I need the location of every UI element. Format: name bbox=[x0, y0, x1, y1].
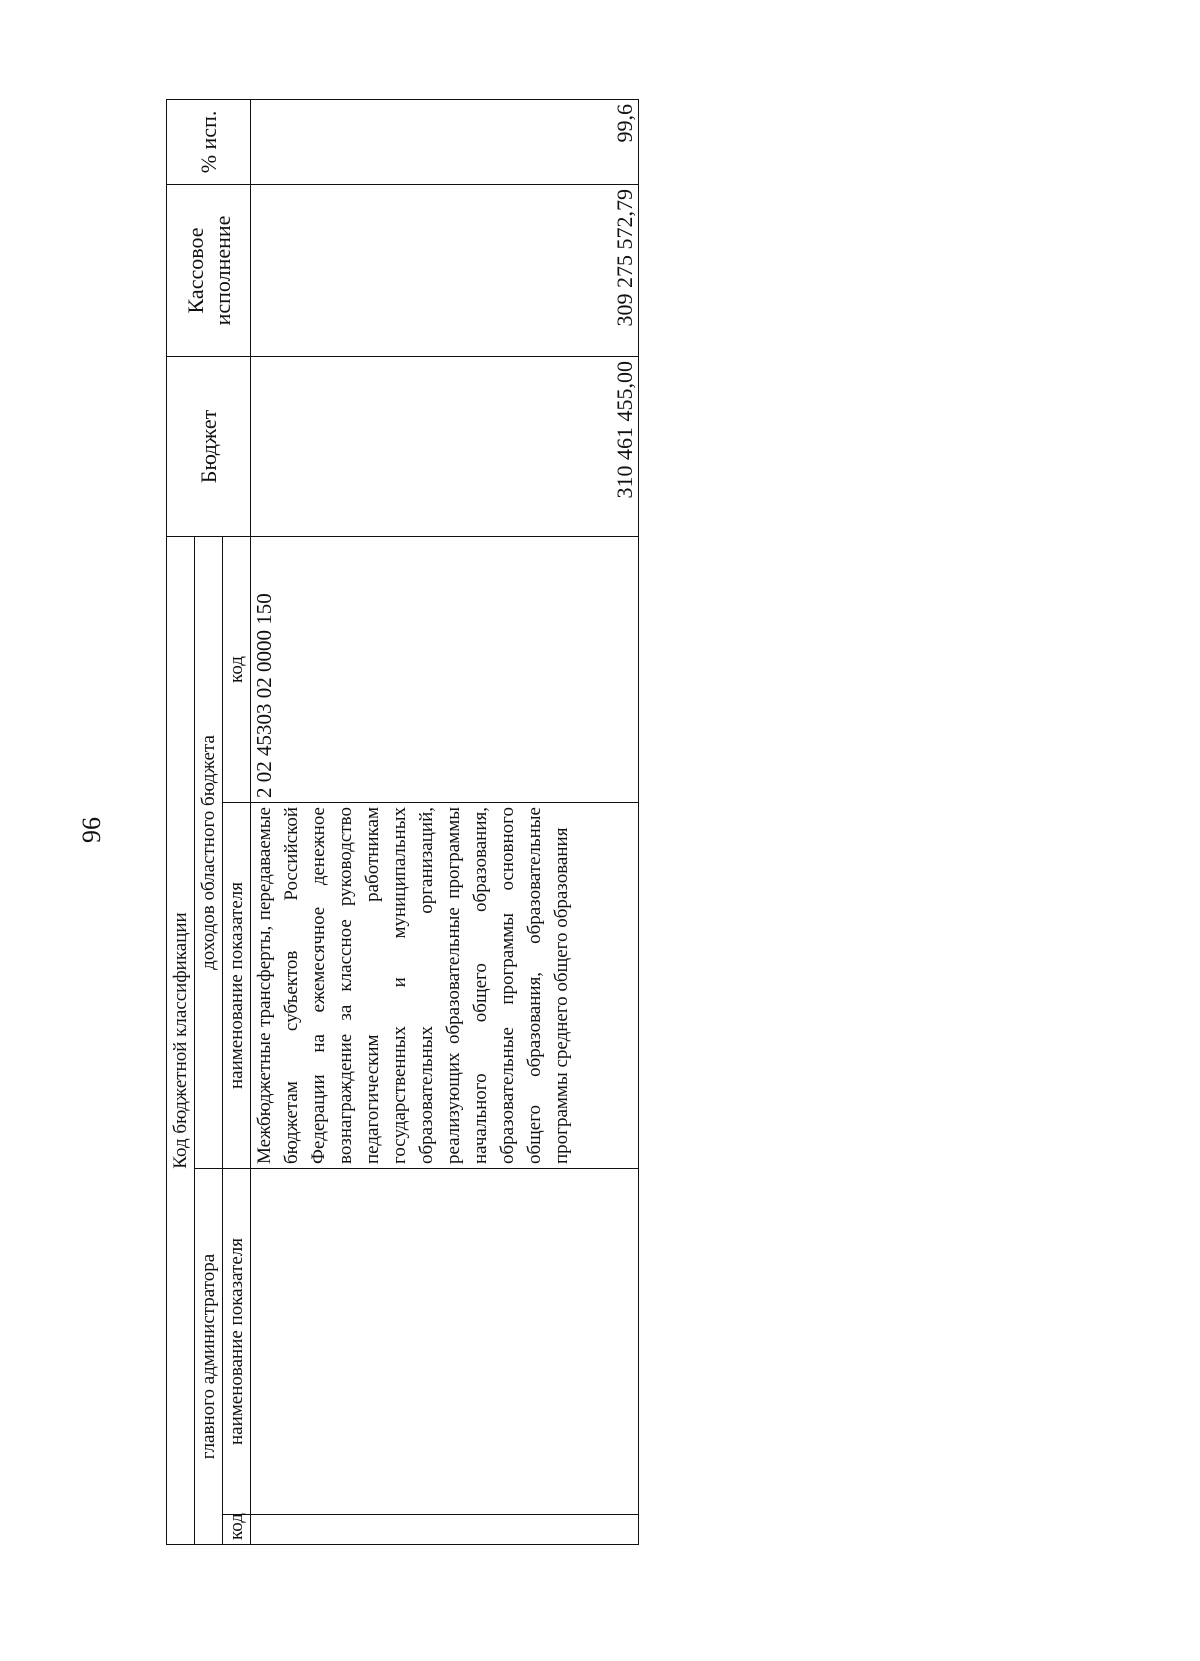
header-admin-group: главного администратора bbox=[195, 1169, 223, 1545]
header-admin-code: код bbox=[223, 1515, 251, 1545]
budget-cell: 310 461 455,00 bbox=[251, 356, 639, 536]
header-execution: Кассовое исполнение bbox=[167, 184, 251, 356]
header-income-group: доходов областного бюджета bbox=[195, 536, 223, 1168]
budget-table bbox=[166, 99, 639, 1545]
page-number: 96 bbox=[77, 817, 106, 843]
rotated-table-container bbox=[166, 100, 666, 1545]
header-income-name: наименование показателя bbox=[223, 803, 251, 1169]
header-percent: % исп. bbox=[167, 99, 251, 184]
header-classification: Код бюджетной классификации bbox=[167, 536, 195, 1544]
admin-name-cell bbox=[251, 1169, 639, 1515]
header-income-code: код bbox=[223, 536, 251, 802]
income-name-cell: Межбюджетные трансферты, передаваемые бюджетам субъектов Российской Федерации на ежемесячное денежное вознаграждение за классное руководство педагогическим работникам государственных и муниципальных образовательных организаций, реализующих образовательные программы начального общего образования, образовательные программы основного общего образования, образовательные программы среднего общего образования bbox=[251, 803, 639, 1169]
admin-code-cell bbox=[251, 1515, 639, 1545]
execution-cell: 309 275 572,79 bbox=[251, 184, 639, 356]
income-code-cell: 2 02 45303 02 0000 150 bbox=[251, 536, 639, 802]
percent-cell: 99,6 bbox=[251, 99, 639, 184]
header-admin-name: наименование показателя bbox=[223, 1169, 251, 1515]
header-budget: Бюджет bbox=[167, 356, 251, 536]
